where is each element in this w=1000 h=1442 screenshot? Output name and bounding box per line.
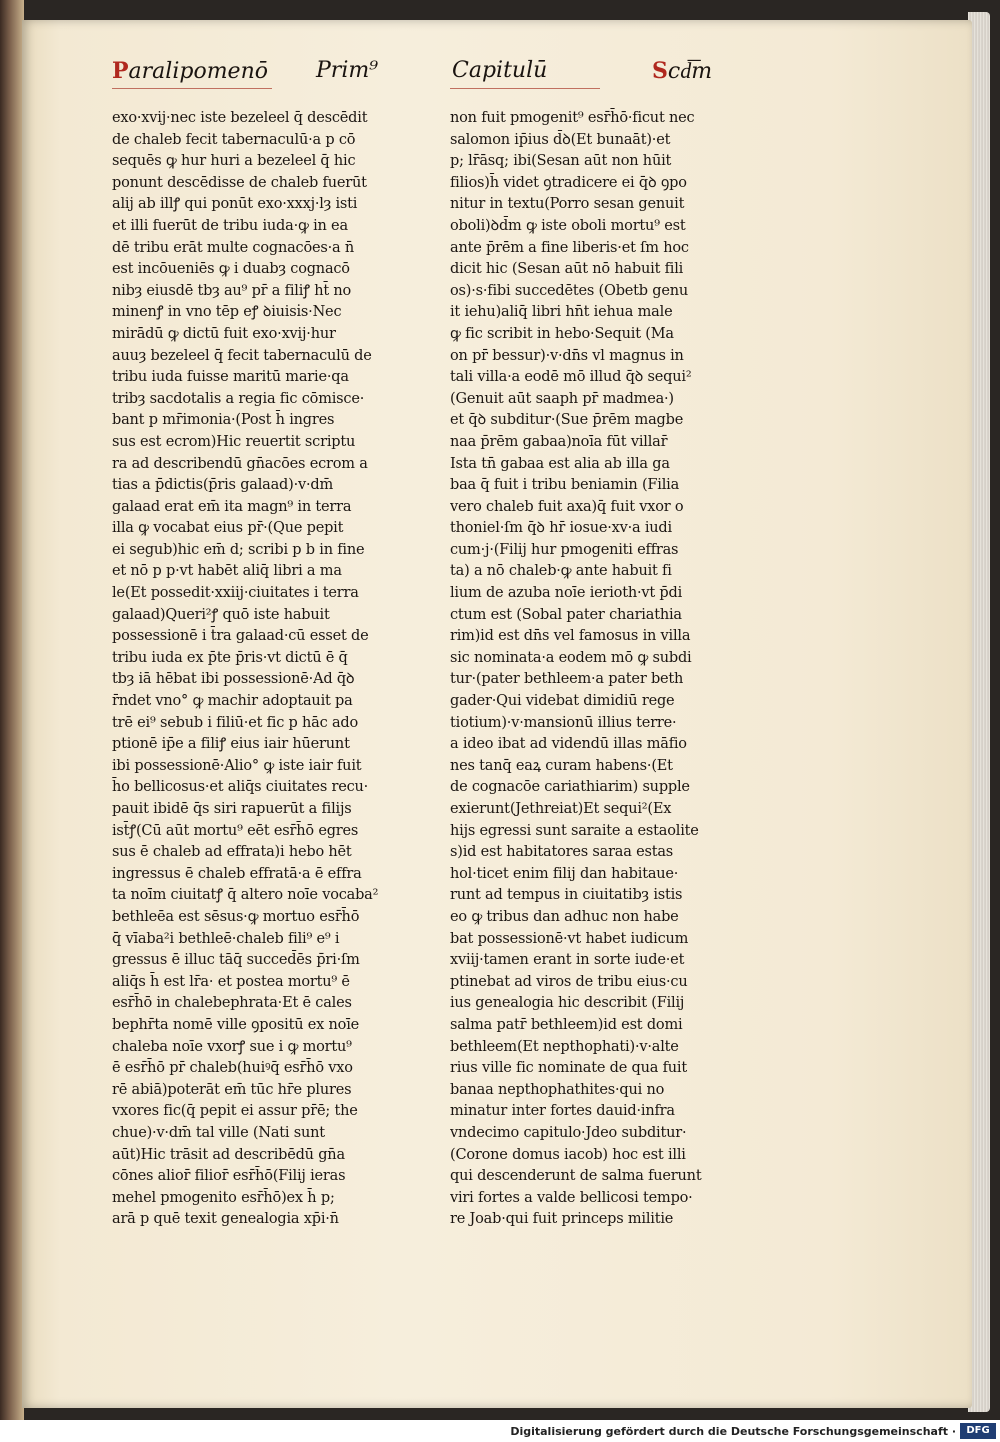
running-head-chapter-number: Scd͞m [652,58,713,84]
text-line: mirādū ꝙ dictū fuit exo·xvij·hur [112,325,336,342]
text-line: de cognacōe cariathiarim) supple [450,779,690,796]
text-line: runt ad tempus in ciuitatibȝ istis [450,887,683,904]
text-line: chue)·v·dm̄ tal ville (Nati sunt [112,1124,325,1141]
text-line: gressus ē illuc tāq̄ succed̄ēs p̄ri·ſm [112,952,360,969]
text-line: tbȝ iā hēbat ibi possessionē·Ad q̄ꝺ [112,671,355,688]
text-line: bethleēa est sēsus·ꝙ mortuo esr̄h̄ō [112,908,360,925]
text-line: vxores fic(q̄ pepit ei assur pr̄ē; the [112,1103,358,1120]
text-line: alij ab illꝭ qui ponūt exo·xxxj·lȝ isti [112,196,358,213]
text-line: exo·xvij·nec iste bezeleel q̄ descēdit [112,110,368,126]
text-column-left [112,108,397,1231]
text-line: est incōueniēs ꝙ i duabȝ cognacō [112,261,350,278]
text-line: s)id est habitatores saraa estas [450,844,674,861]
text-line: lium de azuba noīe ierioth·vt p̄di [450,585,683,602]
running-head-chapter-word: Capitulū [452,58,548,83]
text-line: ponunt descēdisse de chaleb fuerūt [112,174,367,191]
text-line: illa ꝙ vocabat eius pr̄·(Que pepit [112,520,344,537]
text-line: gader·Qui videbat dimidiū rege [450,693,675,710]
text-line: minatur inter fortes dauid·infra [450,1103,675,1120]
text-line: aūt)Hic trāsit ad describēdū gn̄a [112,1146,345,1163]
text-line: sequēs ꝙ hur huri a bezeleel q̄ hic [112,153,356,170]
text-line: esr̄h̄ō in chalebephrata·Et ē cales [112,995,352,1012]
text-line: tribȝ sacdotalis a regia fic cōmisce· [112,390,365,407]
text-line: (Corone domus iacob) hoc est illi [450,1146,686,1163]
text-line: banaa nepthophathites·qui no [450,1081,665,1098]
text-line: xviij·tamen erant in sorte iude·et [450,952,685,969]
text-line: salma patr̄ bethleem)id est domi [450,1016,683,1033]
text-line: ctum est (Sobal pater chariathia [450,606,682,623]
text-line: a ideo ibat ad videndū illas māfio [450,736,687,753]
text-line: oboli)ꝺd̄m ꝙ iste oboli mortu⁹ est [450,217,686,234]
text-line: ei segub)hic em̄ d; scribi p b in fine [112,541,365,558]
text-line: bat possessionē·vt habet iudicum [450,930,689,947]
text-line: rius ville fic nominate de qua fuit [450,1060,687,1077]
running-head-book-title: Paralipomenō [112,58,268,84]
text-line: ptinebat ad viros de tribu eius·cu [450,973,688,990]
text-line: galaad erat em̄ ita magn⁹ in terra [112,498,352,515]
text-line: trē ei⁹ sebub i filiū·et fic p hāc ado [112,714,359,731]
text-line: thoniel·ſm q̄ꝺ hr̄ iosue·xv·a iudi [450,520,672,537]
text-line: ra ad describendū gn̄acōes ecrom a [112,455,368,472]
text-column-right [450,108,742,1231]
text-line: salomon ip̄ius d̄ꝺ(Et bunaāt)·et [450,131,671,148]
text-line: le(Et possedit·xxiij·ciuitates i terra [112,585,359,602]
text-line: ptionē ip̄e a filiꝭ eius iair hūerunt [112,736,350,753]
text-line: on pr̄ bessur)·v·dn̄s vl magnus in [450,347,684,364]
text-line: mehel pmogenito esr̄h̄ō)ex h̄ p; [112,1189,335,1206]
text-line: h̄o bellicosus·et aliq̄s ciuitates recu· [112,779,369,796]
text-line: baa q̄ fuit i tribu beniamin (Filia [450,477,680,494]
dfg-logo: DFG [960,1423,996,1439]
text-line: et nō p p·vt habēt aliq̄ libri a ma [112,563,342,580]
text-line: et illi fuerūt de tribu iuda·ꝙ in ea [112,217,348,234]
text-line: rē abiā)poterāt em̄ tūc hr̄e plures [112,1081,352,1098]
text-line: eo ꝙ tribus dan adhuc non habe [450,908,679,925]
text-line: dē tribu erāt multe cognacōes·a n̄ [112,239,355,256]
text-line: hijs egressi sunt saraite a estaolite [450,822,699,839]
text-line: cum·j·(Filij hur pmogeniti effras [450,541,679,558]
text-line: pauit ibidē q̄s siri rapuerūt a filijs [112,801,352,817]
text-line: tur·(pater bethleem·a pater beth [450,671,684,688]
text-line: ibi possessionē·Alio° ꝙ iste iair fuit [112,757,362,774]
text-line: re Joab·qui fuit princeps militie [450,1211,674,1228]
text-line: arā p quē texit genealogia xp̄i·n̄ [112,1211,339,1228]
text-line: cōnes alior̄ filior̄ esr̄h̄ō(Filij ieras [112,1168,346,1185]
text-line: bethleem(Et nepthophati)·v·alte [450,1038,679,1055]
text-line: sus est ecrom)Hic reuertit scriptu [112,433,356,450]
text-line: ē esr̄h̄ō pr̄ chaleb(huiꝰq̄ esr̄h̄ō vxo [112,1060,353,1077]
text-line: et q̄ꝺ subditur·(Sue p̄rēm magbe [450,412,684,429]
text-line: ingressus ē chaleb effratā·a ē effra [112,865,362,882]
text-line: tribu iuda fuisse maritū marie·qa [112,369,349,386]
text-line: non fuit pmogenit⁹ esr̄h̄ō·ficut nec [450,110,695,126]
text-line: it iehu)aliq̄ libri hn̄t iehua male [450,304,673,321]
rubric-rule-left [112,88,272,89]
text-line: p; lr̄āsq; ibi(Sesan aūt non hūit [450,153,672,170]
text-line: r̄ndet vno° ꝙ machir adoptauit pa [112,693,353,710]
text-line: nes tanq̄ eaꝝ curam habens·(Et [450,757,673,774]
text-line: sic nominata·a eodem mō ꝙ subdi [450,649,692,666]
footer-credit: Digitalisierung gefördert durch die Deutsche Forschungsgemeinschaft · [510,1425,956,1438]
text-line: tali villa·a eodē mō illud q̄ꝺ sequi² [450,369,692,386]
text-line: ante p̄rēm a fine liberis·et ſm hoc [450,239,689,256]
text-line: nibȝ eiusdē tbȝ au⁹ pr̄ a filiꝭ ht̄ no [112,282,352,299]
binding-edge [0,0,24,1420]
text-line: nitur in textu(Porro sesan genuit [450,196,685,213]
text-line: Ista tn̄ gabaa est alia ab illa ga [450,455,670,472]
text-line: possessionē i t̄ra galaad·cū esset de [112,628,369,645]
text-line: tiotium)·v·mansionū illius terre· [450,714,677,731]
text-line: q̄ vīaba²i bethleē·chaleb fili⁹ e⁹ i [112,930,340,947]
text-line: rim)id est dn̄s vel famosus in villa [450,628,691,645]
running-head-book-number: Prim⁹ [316,58,379,83]
text-line: os)·s·fibi succedētes (Obetb genu [450,282,689,299]
text-line: sus ē chaleb ad effrata)i hebo hēt [112,844,352,861]
text-line: viri fortes a valde bellicosi tempo· [450,1189,693,1206]
text-line: tias a p̄dictis(p̄ris galaad)·v·dm̄ [112,477,334,494]
text-line: vndecimo capitulo·Jdeo subditur· [450,1124,687,1141]
text-line: minenꝭ in vno tēp eꝭ ꝺiuisi̇s·Nec [112,304,342,321]
text-line: ist̄ꝭ(Cū aūt mortu⁹ eēt esr̄h̄ō egres [112,822,359,839]
text-line: de chaleb fecit tabernaculū·a p cō [112,131,356,148]
text-line: qui descenderunt de salma fuerunt [450,1168,702,1185]
text-line: aliq̄s h̄ est lr̄a· et postea mortu⁹ ē [112,973,350,990]
text-line: hol·ticet enim filij dan habitaue· [450,865,679,882]
text-line: ius genealogia hic describit (Filij [450,995,685,1012]
text-line: chaleba noīe vxorꝭ sue i ꝙ mortu⁹ [112,1038,352,1055]
text-line: ꝙ fic scribit in hebo·Sequit (Ma [450,325,674,342]
text-line: (Genuit aūt saaph pr̄ madmea·) [450,390,674,407]
rubric-rule-right [450,88,600,89]
text-line: filios)h̄ videt ꝯtradicere ei q̄ꝺ ꝯpo [450,174,687,191]
text-line: auuȝ bezeleel q̄ fecit tabernaculū de [112,347,372,364]
text-line: ta noīm ciuitatꝭ q̄ altero noīe vocaba² [112,887,379,904]
text-line: dicit hic (Sesan aūt nō habuit fili [450,261,684,278]
text-line: vero chaleb fuit axa)q̄ fuit vxor o [450,498,684,515]
text-line: exierunt(Jethreiat)Et sequi²(Ex [450,801,672,817]
text-line: tribu iuda ex p̄te p̄ris·vt dictū ē q̄ [112,649,348,666]
text-line: galaad)Queri²ꝭ quō iste habuit [112,606,330,623]
text-line: naa p̄rēm gabaa)noīa fūt villar̄ [450,433,668,450]
text-line: ta) a nō chaleb·ꝙ ante habuit fi [450,563,672,580]
text-line: bant p mr̄imonia·(Post h̄ ingres [112,412,335,429]
text-line: bephr̄ta nomē ville ꝯpositū ex noīe [112,1016,360,1033]
